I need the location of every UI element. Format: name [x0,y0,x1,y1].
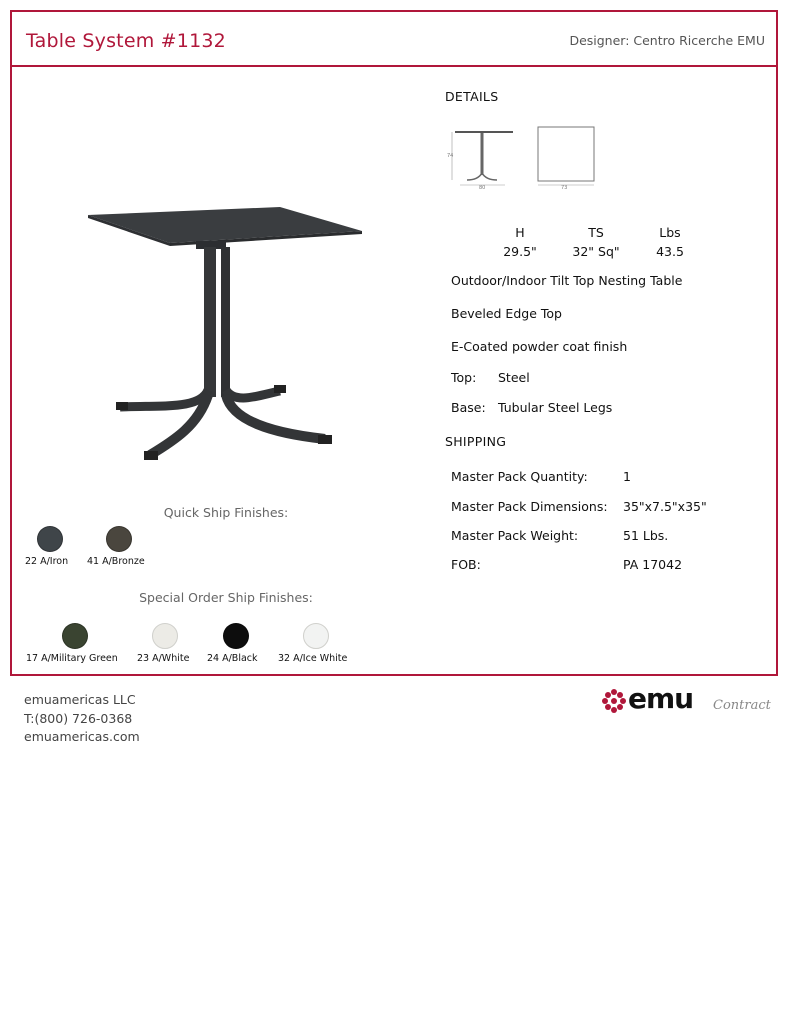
dim-weight-value: 43.5 [656,244,684,259]
quick-ship-finishes-heading: Quick Ship Finishes: [163,505,289,520]
header-divider [10,65,778,67]
shipping-dimensions-label: Master Pack Dimensions: [451,499,608,514]
finish-label: 32 A/Ice White [278,653,348,664]
feature-item: Beveled Edge Top [451,306,562,321]
base-material-value: Tubular Steel Legs [498,400,613,415]
svg-text:74: 74 [447,153,454,159]
dim-height-label: H [515,225,525,240]
details-heading: DETAILS [445,89,499,104]
company-name: emuamericas LLC [24,692,136,707]
finish-swatch-bronze [106,526,132,552]
finish-label: 41 A/Bronze [87,556,145,567]
finish-label: 23 A/White [137,653,190,664]
dim-top-size-value: 32" Sq" [572,244,620,259]
dim-height-value: 29.5" [503,244,537,259]
svg-text:80: 80 [479,185,486,191]
company-website[interactable]: emuamericas.com [24,729,140,744]
shipping-fob-label: FOB: [451,557,481,572]
logo-brand: emu [628,682,694,715]
top-view-drawing [535,125,597,191]
finish-label: 17 A/Military Green [26,653,118,664]
feature-item: Outdoor/Indoor Tilt Top Nesting Table [451,273,683,288]
dim-top-size-label: TS [588,225,604,240]
logo-tagline: Contract [713,698,771,713]
shipping-quantity-label: Master Pack Quantity: [451,469,588,484]
finish-label: 24 A/Black [207,653,258,664]
shipping-fob-value: PA 17042 [623,557,683,572]
finish-swatch-iron [37,526,63,552]
product-image [80,195,380,475]
finish-swatch-black [223,623,249,649]
top-material-label: Top: [451,370,477,385]
shipping-weight-label: Master Pack Weight: [451,528,579,543]
dim-weight-label: Lbs [659,225,681,240]
company-phone: T:(800) 726-0368 [24,711,133,726]
finish-swatch-ice-white [303,623,329,649]
page-title: Table System #1132 [26,30,226,52]
side-elevation-drawing [445,125,520,191]
shipping-heading: SHIPPING [445,434,507,449]
finish-swatch-military-green [62,623,88,649]
svg-text:73: 73 [561,185,568,191]
feature-item: E-Coated powder coat finish [451,339,628,354]
finish-swatch-white [152,623,178,649]
shipping-weight-value: 51 Lbs. [623,528,669,543]
top-material-value: Steel [498,370,530,385]
finish-label: 22 A/Iron [25,556,69,567]
shipping-dimensions-value: 35"x7.5"x35" [623,499,707,514]
shipping-quantity-value: 1 [623,469,631,484]
base-material-label: Base: [451,400,486,415]
emu-contract-logo [598,682,778,718]
designer-credit: Designer: Centro Ricerche EMU [569,33,765,48]
special-order-finishes-heading: Special Order Ship Finishes: [139,590,313,605]
